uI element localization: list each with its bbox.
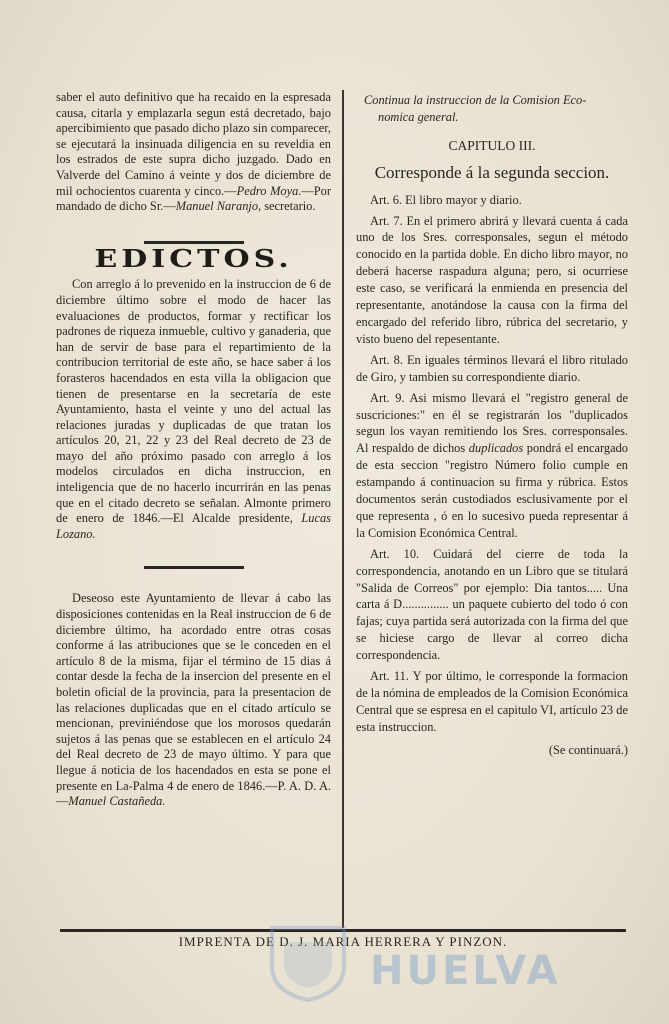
article-9: [356, 390, 628, 542]
intro-mid-text: —Por mandado de dicho Sr.—: [56, 183, 331, 214]
edicto-1-text: Con arreglo á lo prevenido en la instruccion de 6 de diciembre último sobre el modo de hacer las evaluaciones de productos, formar y rectificar los padrones de riqueza inmueble, cultivo y ganaderia, que han de servir de base para el repartimiento de la contribucion territorial de este año, se hace saber á los forasteros hacendados en esta villa la obligacion que tienen de presentarse en la secretaría de este Ayuntamiento, hasta el veinte y uno del actual las relaciones juradas y duplicadas de que tratan los artículos 20, 21, 22 y 23 del Real decreto de 23 de mayo del año próximo pasado con arreglo á los modelos circulados en dicha instruccion, en inteligencia que de no hacerlo incurrirán en las penas que en el citado decreto se señalan. Almonte primero de enero de 1846.—El Alcalde presidente,: [56, 277, 331, 526]
article-9-italic: duplicados: [468, 441, 524, 456]
article-8: Art. 8. En iguales términos llevará el libro ritulado de Giro, y tambien su correspondiente diario.: [356, 352, 628, 384]
continua-line-2: nomica general.: [378, 109, 459, 124]
watermark-seal-icon: [264, 922, 352, 1002]
article-7: Art. 7. En el primero abrirá y llevará cuenta á cada uno de los Sres. corresponsales, segun el método conocido en la partida doble. En dicho libro mayor, no deberá hacerse raspadura alguna; pero, si ocurriese este caso, se verificará la enmienda en presencia del representante, anotándose la causa con la firma del encargado del referido libro, rúbrica del secretario, y visto bueno del repesentante.: [356, 213, 628, 346]
section-rule-top: [144, 241, 244, 244]
continua-heading: [356, 92, 628, 126]
signature-lucas-lozano: Lucas Lozano.: [56, 511, 331, 541]
edicto-1: [56, 277, 331, 542]
article-9-text-b: pondrá el encargado de esta seccion "registro Número folio cumple en estampando á continuacion su firma y rúbrica. Estos documentos serán custodiados esclusivamente por el que representa , ó en lo sucesivo pueda representar á la Comision Económica Central.: [356, 441, 628, 540]
signature-pedro-moya: Pedro Moya.: [236, 183, 302, 198]
edicto-2: [56, 591, 331, 809]
seccion-heading: Corresponde á la segunda seccion.: [374, 162, 610, 182]
printer-footer: IMPRENTA DE D. J. MARIA HERRERA Y PINZON.: [178, 934, 508, 949]
signature-manuel-castaneda: Manuel Castañeda.: [68, 794, 166, 809]
right-column: [356, 92, 628, 771]
edictos-heading: EDICTOS.: [94, 245, 293, 274]
article-10: Art. 10. Cuidará del cierre de toda la correspondencia, anotando en un Libro que se titulará "Salida de Correos" por ejemplo: Dia tantos..... Una carta á D............... un paquete cubierto del todo ó con fajas; cuya partida será autorizada con la firma del que se hiciese cargo de llevar al correo dicha correspondencia.: [356, 546, 628, 663]
intro-paragraph: [56, 90, 331, 215]
column-divider: [342, 90, 344, 928]
article-11: Art. 11. Y por último, le corresponde la formacion de la nómina de empleados de la Comision Económica Central que se espresa en el capitulo VI, artículo 23 de esta instruccion.: [356, 669, 628, 734]
watermark-text: HUELVA: [370, 948, 561, 994]
left-column: [56, 90, 331, 810]
continua-line-1: Continua la instruccion de la Comision Eco-: [364, 93, 587, 107]
article-9-text-a: Art. 9. Asi mismo llevará el "registro general de suscriciones:" en él se registrarán los "duplicados segun los vayan remitiendo los Sres. corresponsales. Al respaldo de dichos: [356, 390, 628, 456]
signature-manuel-naranjo: Manuel Naranjo: [175, 199, 259, 214]
intro-text: saber el auto definitivo que ha recaido en la espresada causa, citarla y emplazarla segun está decretado, bajo apercibimiento que pasado dicho plazo sin comparecer, se ejecutará la insinuada diligencia en su reveldia en los estrados de este supra dicho juzgado. Dado en Valverde del Camino á veinte y dos de diciembre de mil ochocientos cuarenta y cinco.—: [56, 90, 331, 198]
se-continuara: (Se continuará.): [548, 742, 628, 757]
capitulo-heading: CAPITULO III.: [448, 137, 536, 153]
intro-end-text: , secretario.: [258, 199, 316, 214]
article-6: Art. 6. El libro mayor y diario.: [370, 192, 522, 207]
edicto-2-text: Deseoso este Ayuntamiento de llevar á cabo las disposiciones contenidas en la Real instruccion de 6 de diciembre último, ha acordado entre otras cosas conforme á las atribuciones que se le conceden en el artículo 8 de la misma, fijar el término de 15 dias á contar desde la fecha de la insercion del presente en el boletin oficial de la provincia, para la presentacion de las relaciones duplicadas que en el citado artículo se mencionan, previniéndose que los morosos quedarán sujetos á las penas que se establecen en el artículo 24 del Real decreto de 23 de mayo último. Y para que llegue á noticia de los hacendados en esta se pone el presente en La-Palma 4 de enero de 1846.—P. A. D. A.—: [56, 591, 331, 809]
